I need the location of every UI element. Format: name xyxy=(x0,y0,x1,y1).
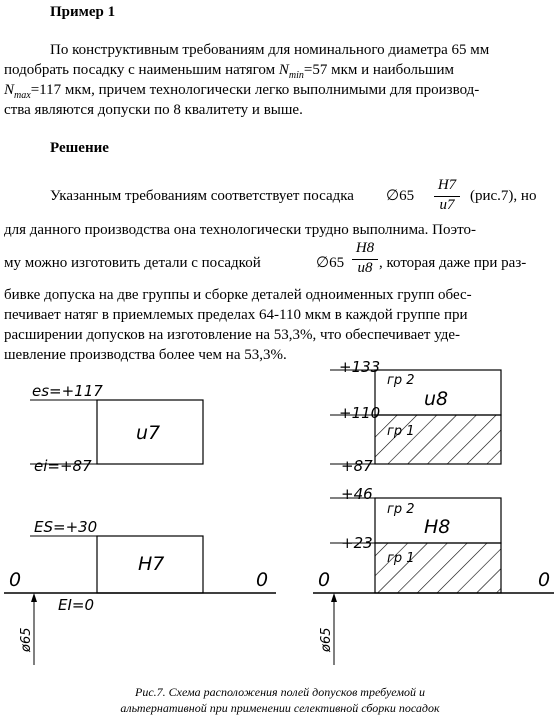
ES-label: ES=+30 xyxy=(34,518,98,536)
solution-line-6: расширении допусков на изготовление на 53,3%, что обеспечивает уде- xyxy=(4,327,461,343)
arrow-head-right xyxy=(331,593,337,602)
arrow-head-left xyxy=(31,593,37,602)
fit1-prefix: ∅65 xyxy=(386,188,415,204)
left-diagram xyxy=(4,382,276,665)
tolerance-diagram xyxy=(0,355,560,685)
zero-right-b: 0 xyxy=(538,569,551,591)
u8-label: u8 xyxy=(424,388,449,410)
solution-line-1-post: (рис.7), но xyxy=(470,188,537,204)
u7-label: u7 xyxy=(136,422,161,444)
figure-caption-line-1: Рис.7. Схема расположения полей допусков требуемой и xyxy=(134,685,425,699)
example-heading: Пример 1 xyxy=(50,4,116,20)
solution-line-5: печивает натяг в приемлемых пределах 64-110 мкм в каждой группе при xyxy=(4,307,468,323)
h8-group2-label: гр 2 xyxy=(387,502,415,517)
h7-label: H7 xyxy=(138,553,165,575)
ei-label: ei=+87 xyxy=(34,457,92,475)
figure-caption-line-2: альтернативной при применении селективной сборки посадок xyxy=(120,701,440,715)
solution-line-2: для данного производства она технологически трудно выполнима. Поэто- xyxy=(4,222,476,238)
example-line-3: $N_{max}=117$ мкм, причем технологически легко выполнимыми для производ- xyxy=(4,82,480,101)
example-line-4: ства являются допуски по 8 квалитету и выше. xyxy=(4,102,303,118)
solution-line-3-post: , которая даже при раз- xyxy=(379,255,527,271)
diameter-label-left: ø65 xyxy=(19,627,34,652)
zero-right-a: 0 xyxy=(318,569,331,591)
fit1-denominator: u7 xyxy=(439,197,455,213)
zero-left-b: 0 xyxy=(256,569,269,591)
EI-label: EI=0 xyxy=(58,596,95,614)
fit2-prefix: ∅65 xyxy=(316,255,345,271)
right-diagram xyxy=(313,358,554,665)
plus23-label: +23 xyxy=(341,534,373,552)
solution-line-4: бивке допуска на две группы и сборке деталей одноименных групп обес- xyxy=(4,287,472,303)
plus87-label: +87 xyxy=(341,457,373,475)
es-label: es=+117 xyxy=(32,382,103,400)
solution-line-7: шевление производства более чем на 53,3%. xyxy=(4,347,287,363)
zero-left-a: 0 xyxy=(9,569,22,591)
fit1-numerator: H7 xyxy=(437,177,457,193)
plus46-label: +46 xyxy=(341,485,373,503)
u8-group1-zone xyxy=(375,415,501,464)
diameter-label-right: ø65 xyxy=(319,627,334,652)
solution-line-1-pre: Указанным требованиям соответствует посадка xyxy=(50,188,354,204)
u8-group1-label: гр 1 xyxy=(387,424,415,439)
u8-group2-label: гр 2 xyxy=(387,373,415,388)
solution-heading: Решение xyxy=(50,140,109,156)
h8-group1-label: гр 1 xyxy=(387,551,415,566)
fit2-denominator: u8 xyxy=(357,260,373,276)
example-line-1: По конструктивным требованиям для номинального диаметра 65 мм xyxy=(50,42,490,58)
solution-line-3-pre: му можно изготовить детали с посадкой xyxy=(4,255,261,271)
plus110-label: +110 xyxy=(339,404,381,422)
h8-label: H8 xyxy=(424,516,451,538)
fit2-numerator: H8 xyxy=(355,240,375,256)
plus133-label: +133 xyxy=(339,358,381,376)
example-line-2: подобрать посадку с наименьшим натягом $N_{min}=57$ мкм и наибольшим xyxy=(4,62,454,81)
